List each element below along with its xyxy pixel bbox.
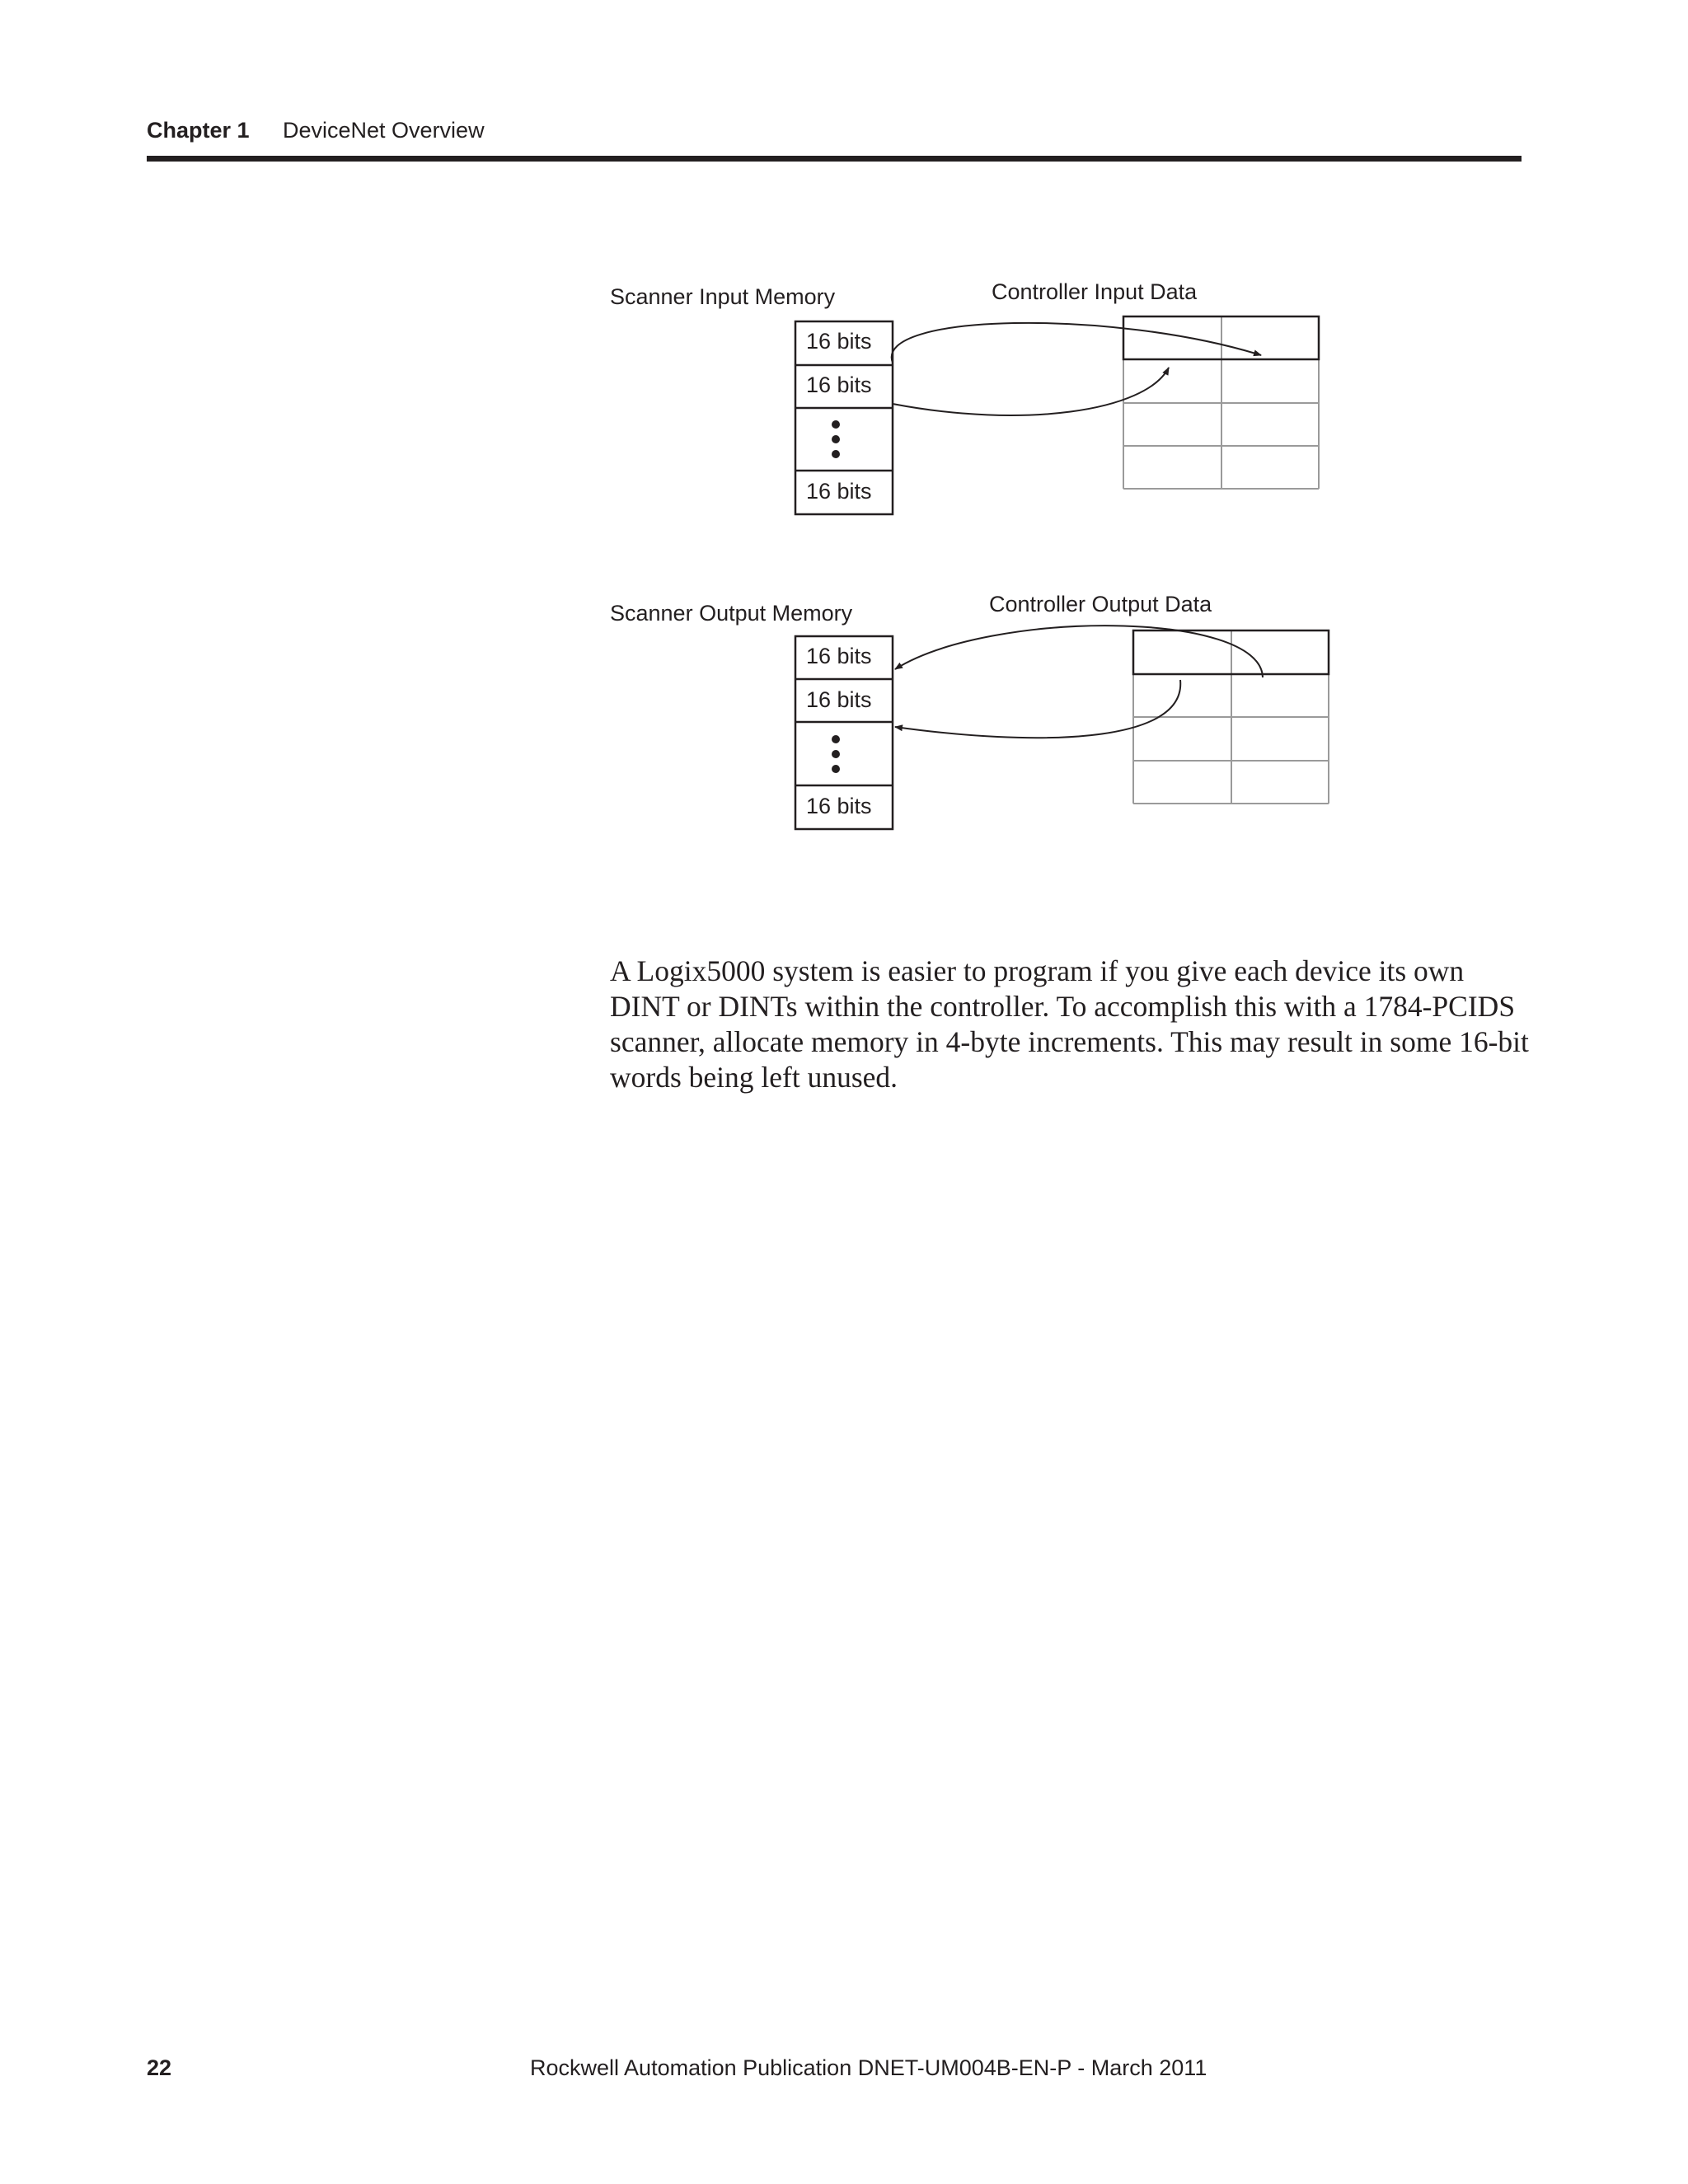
output-arrow-word-2 — [895, 680, 1180, 738]
controller-input-data-grid — [1123, 316, 1319, 489]
output-cell-2-label: 16 bits — [806, 687, 872, 712]
output-ellipsis-dots — [832, 735, 840, 773]
chapter-label: Chapter 1 — [147, 118, 250, 143]
input-cell-2-label: 16 bits — [806, 373, 872, 397]
scanner-output-memory-label: Scanner Output Memory — [610, 601, 853, 626]
input-arrow-word-1 — [892, 323, 1261, 363]
output-cell-1-label: 16 bits — [806, 644, 872, 668]
input-cell-1-label: 16 bits — [806, 329, 872, 354]
memory-mapping-diagram — [0, 0, 1688, 874]
chapter-title: DeviceNet Overview — [283, 118, 485, 143]
output-arrow-word-1 — [895, 626, 1263, 677]
body-paragraph: A Logix5000 system is easier to program if you give each device its own DINT or DINTs within the controller. To accomplish this with a 1784-PCIDS scanner, allocate memory in 4-byte increments. This may result in some 16-bit words being left unused. — [610, 954, 1529, 1094]
page-number: 22 — [147, 2055, 172, 2080]
output-cell-3-label: 16 bits — [806, 794, 872, 818]
controller-input-data-label: Controller Input Data — [992, 279, 1198, 304]
controller-output-data-grid — [1133, 630, 1329, 804]
scanner-input-memory-label: Scanner Input Memory — [610, 284, 836, 309]
input-ellipsis-dots — [832, 420, 840, 458]
publication-footer: Rockwell Automation Publication DNET-UM004B-EN-P - March 2011 — [530, 2055, 1207, 2080]
controller-output-data-label: Controller Output Data — [989, 592, 1212, 616]
input-arrow-word-2 — [893, 368, 1169, 415]
input-cell-3-label: 16 bits — [806, 479, 872, 504]
